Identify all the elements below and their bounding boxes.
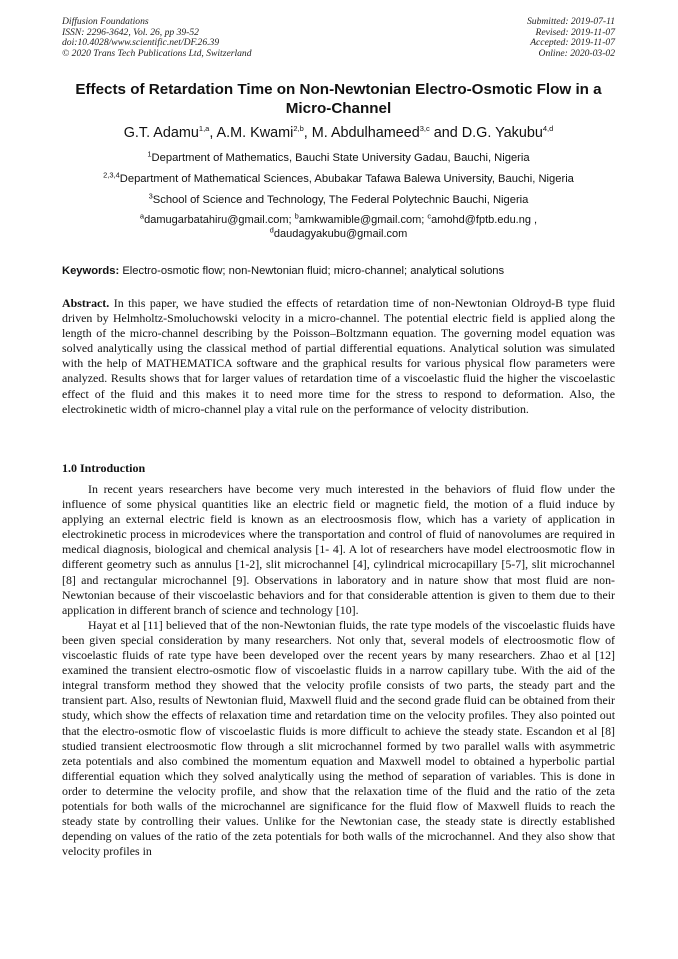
affiliation-text: Department of Mathematical Sciences, Abubakar Tafawa Balewa University, Bauchi, Nigeria — [119, 173, 574, 185]
email-line — [62, 227, 615, 241]
keywords — [62, 264, 615, 278]
affiliation-text: Department of Mathematics, Bauchi State University Gadau, Bauchi, Nigeria — [151, 152, 530, 164]
paragraph: Hayat et al [11] believed that of the non-Newtonian fluids, the rate type models of the viscoelastic fluids have been given special consideration by many researchers. Not only that, several models of electroosmotic flow of viscoelastic fluids of rate type have been developed over the recent years by many researchers. Zhao et al [12] examined the transient electro-osmotic flow of viscoelastic fluids in a narrow capillary tube. With the aid of the integral transform method they showed that the velocity profile consists of two parts, the steady part and the transient part. Also, results of Newtonian fluid, Maxwell fluid and the second grade fluid can be obtained from their study, which show the effects of relaxation time and retardation time on the velocity profiles. They also pointed out that the electro-osmotic flow of viscoelastic fluids is more difficult to achieve the steady state. Escandon et al [8] studied transient electroosmotic flow through a slit microchannel formed by two parallel walls with asymmetric zeta potentials and also combined the momentum equation and Maxwell model to obtained a hyperbolic partial differential equation which they solved analytically using the method of separation of variables. This is done in order to determine the velocity profile, and show that the relaxation time of the fluid and the ratio of the zeta potentials for both walls of the microchannel are significance for the fluid flow of Maxwell fluids to reach the steady state by controlling their values. Unlike for the Newtonian case, the steady state is directly established depending on values of the ratio of the zeta potentials for both walls of the microchannel. And they also show that velocity profiles in — [62, 617, 615, 859]
abstract-label: Abstract. — [62, 296, 110, 310]
doi-line: doi:10.4028/www.scientific.net/DF.26.39 — [62, 37, 220, 49]
author-name: D.G. Yakubu — [461, 125, 543, 141]
affiliation-sup: 1 — [147, 149, 152, 159]
body-text — [62, 482, 615, 859]
abstract — [62, 296, 615, 417]
journal-info — [62, 17, 252, 59]
email-address: damugarbatahiru@gmail.com; — [144, 214, 292, 226]
author-sup: 3,c — [419, 124, 430, 134]
abstract-text: In this paper, we have studied the effects of retardation time of non-Newtonian Oldroyd-B type fluid driven by Helmholtz-Smoluchowski velocity in a micro-channel. The potential electric field is applied along the length of the micro-channel describing by the Poisson–Boltzmann equation. The governing model equation was solved analytically using the classical method of partial differential equations. Analytical solution was simulated with the help of MATHEMATICA software and the graphical results for various physical flow parameters were analyzed. Results shows that for larger values of retardation time of a viscoelastic fluid the higher the viscoelastic effect of the fluid and this makes it to need more time for the stress to respond to deformation. Also, the electrokinetic width of micro-channel play a vital rule on the performance of velocity distribution. — [62, 296, 615, 416]
author-sup: 1,a — [198, 124, 210, 134]
email-line — [62, 213, 615, 227]
issn-line: ISSN: 2296-3642, Vol. 26, pp 39-52 — [62, 26, 199, 38]
email-address: daudagyakubu@gmail.com — [273, 228, 408, 240]
accepted-date: Accepted: 2019-11-07 — [530, 37, 615, 49]
submitted-date: Submitted: 2019-07-11 — [526, 16, 615, 27]
email-sup: a — [139, 211, 145, 221]
email-address: amohd@fptb.edu.ng , — [431, 214, 538, 226]
affiliation-text: School of Science and Technology, The Federal Polytechnic Bauchi, Nigeria — [152, 194, 529, 206]
author-and: and — [429, 125, 462, 141]
copyright-line: © 2020 Trans Tech Publications Ltd, Switzerland — [62, 47, 252, 59]
dates-info — [527, 17, 615, 59]
affiliation — [62, 151, 615, 165]
section-heading: 1.0 Introduction — [62, 461, 146, 475]
online-date: Online: 2020-03-02 — [538, 47, 615, 59]
email-sup: b — [294, 211, 299, 221]
email-sup: c — [427, 211, 432, 221]
author-name: G.T. Adamu — [123, 125, 199, 141]
revised-date: Revised: 2019-11-07 — [535, 26, 615, 38]
email-sup: d — [269, 225, 274, 235]
keywords-text: Electro-osmotic flow; non-Newtonian fluid; micro-channel; analytical solutions — [122, 265, 505, 277]
author-name: A.M. Kwami — [216, 125, 294, 141]
journal-name: Diffusion Foundations — [62, 16, 149, 27]
author-list — [62, 124, 615, 142]
author-sup: 4,d — [542, 124, 554, 134]
affiliation-sup: 3 — [148, 191, 153, 201]
paragraph: In recent years researchers have become very much interested in the behaviors of fluid flow under the influence of some physical quantities like an electric field or magnetic field, the motion of a fluid induce by applying an external electric field is known as an electroosmosis flow, which has a variety of application in electrokinetic process in microdevices where the transportation and control of fluid of nanovolumes are required in medical diagnosis, biological and chemical analysis [1- 4]. A lot of researchers have model electroosmotic flow in different geometry such as annulus [1-2], slit microchannel [4], cylindrical microcapillary [5-7], slit microchannel [8] and rectangular microchannel [9]. Observations in laboratory and in nature show that most fluid are non-Newtonian because of their viscoelastic behaviors and for that considerable attention is given to them due to their application in different branch of science and technology [10]. — [62, 482, 615, 617]
affiliation — [62, 172, 615, 186]
author-sep: , — [209, 125, 217, 141]
author-sep: , — [303, 125, 312, 141]
paper-title: Effects of Retardation Time on Non-Newtonian Electro-Osmotic Flow in a Micro-Channel — [75, 81, 602, 117]
keywords-label: Keywords: — [62, 265, 120, 277]
email-list — [62, 213, 615, 241]
affiliation — [62, 193, 615, 207]
email-address: amkwamible@gmail.com; — [298, 214, 425, 226]
author-sup: 2,b — [293, 124, 304, 134]
author-name: M. Abdulhameed — [311, 125, 420, 141]
affiliation-sup: 2,3,4 — [103, 170, 120, 180]
